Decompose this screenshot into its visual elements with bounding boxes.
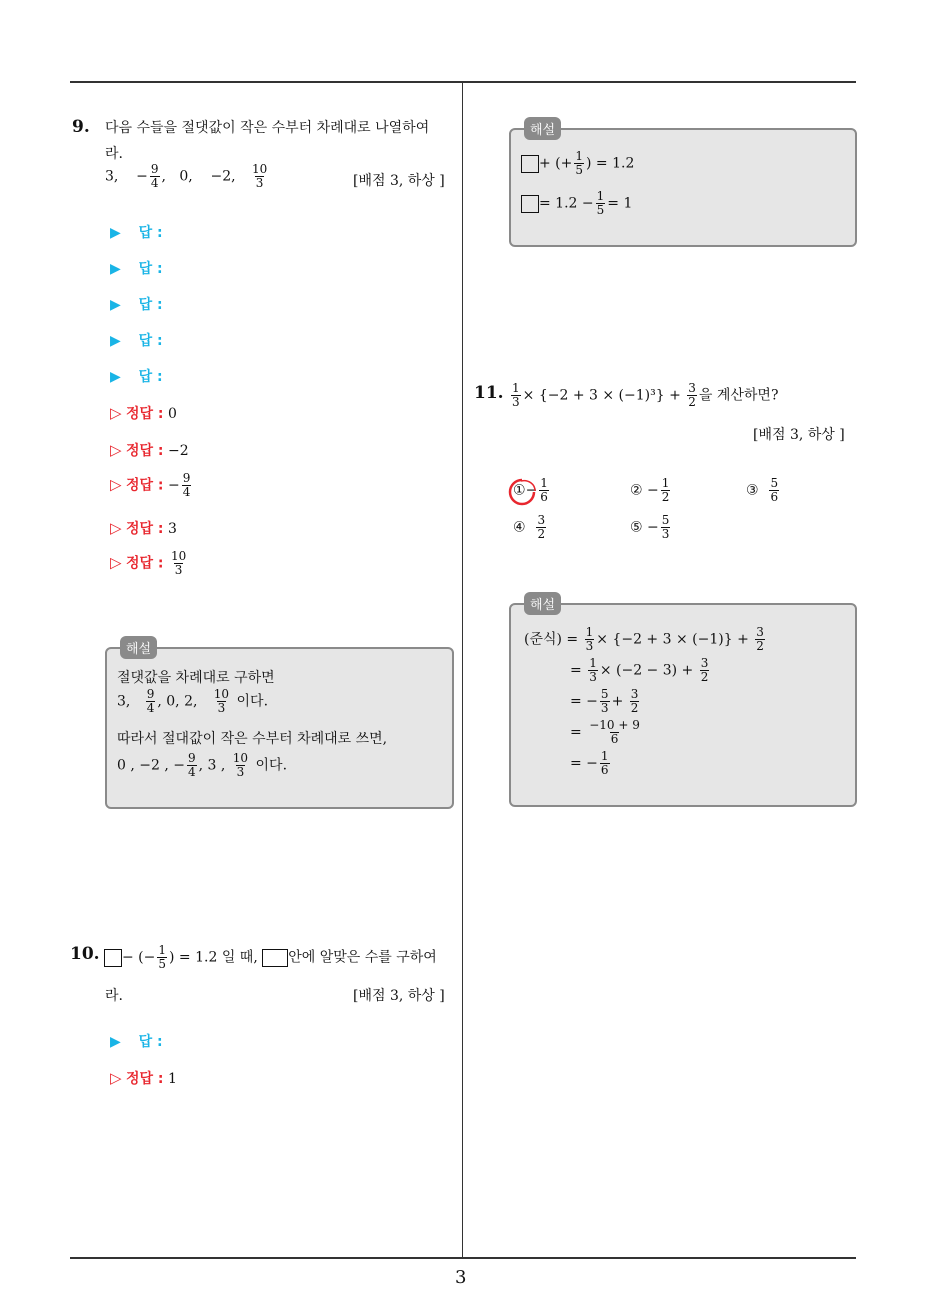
q9-answer-line-2[interactable] (110, 259, 163, 279)
choice-mark: ② (630, 482, 643, 499)
q11-score: [배점 3, 하상 ] (753, 427, 845, 443)
play-arrow-icon: ▶ (110, 369, 121, 385)
q9-correct-4: ▷ 정답 : 3 (110, 519, 177, 537)
q11-choice-1[interactable]: ①− $\frac{1}{6}$ (513, 476, 548, 504)
q9-answer-line-3[interactable] (110, 295, 163, 315)
q9-item-frac-10-3: $\frac{10}{3}$ (251, 162, 268, 190)
q10-explanation-box (509, 128, 857, 247)
q10-number: 10. (70, 944, 100, 964)
play-arrow-icon: ▶ (110, 225, 121, 241)
outline-arrow-icon: ▷ (110, 441, 122, 459)
q9-correct-1: ▷ 정답 : 0 (110, 404, 177, 422)
q11-sol-line4: = $\frac{-10 + 9}{6}$ (570, 718, 640, 746)
answer-label: 답 : (138, 297, 163, 313)
q9-correct-5: ▷ 정답 : $\frac{10}{3}$ (110, 549, 187, 577)
q9-item-minus: − (136, 168, 148, 185)
correct-label: 정답 : (126, 521, 164, 537)
correct-label: 정답 : (126, 443, 164, 459)
outline-arrow-icon: ▷ (110, 519, 122, 537)
q9-answer-line-4[interactable] (110, 331, 163, 351)
play-arrow-icon: ▶ (110, 1034, 121, 1050)
answer-label: 답 : (138, 225, 163, 241)
q9-answer-line-5[interactable] (110, 367, 163, 387)
outline-arrow-icon: ▷ (110, 404, 122, 422)
q9-items: 3, − $\frac{9}{4}$ , 0, −2, $\frac{10}{3}$ (105, 162, 268, 190)
q11-sol-line5: = − $\frac{1}{6}$ (570, 749, 609, 777)
q9-correct-3: ▷ 정답 : − $\frac{9}{4}$ (110, 471, 191, 499)
correct-label: 정답 : (126, 555, 164, 572)
choice-mark: ④ (513, 519, 526, 536)
q9-item-0: 0, (179, 168, 193, 185)
answer-label: 답 : (138, 369, 163, 385)
q9-exp-line3: 따라서 절대값이 작은 수부터 차례대로 쓰면, (117, 731, 388, 747)
correct-label: 정답 : (126, 477, 164, 494)
q9-answer-line-1[interactable] (110, 223, 163, 243)
q10-score: [배점 3, 하상 ] (353, 988, 445, 1004)
outline-arrow-icon: ▷ (110, 1069, 122, 1087)
q9-number: 9. (72, 117, 90, 137)
outline-arrow-icon: ▷ (110, 553, 122, 572)
q9-text-line2: 라. (105, 146, 123, 162)
q9-explanation-tag: 해설 (120, 636, 157, 659)
correct-label: 정답 : (126, 406, 164, 422)
q11-choice-5[interactable]: ⑤ − $\frac{5}{3}$ (630, 513, 670, 541)
q11-sol-line1: (준식) = $\frac{1}{3}$ × {−2 + 3 × (−1)} + $\frac{3}{2}$ (524, 625, 764, 653)
blank-box (262, 949, 288, 967)
q9-correct-2: ▷ 정답 : −2 (110, 441, 189, 459)
answer-label: 답 : (138, 261, 163, 277)
q9-item-frac-9-4: $\frac{9}{4}$ (150, 162, 159, 190)
top-rule (70, 81, 856, 83)
q9-item-3: 3, (105, 168, 119, 185)
blank-box (104, 949, 122, 967)
play-arrow-icon: ▶ (110, 333, 121, 349)
q11-text: $\frac{1}{3}$ × {−2 + 3 × (−1)³} + $\frac{3}{2}$ 을 계산하면? (512, 381, 779, 409)
q9-text-line1: 다음 수들을 절댓값이 작은 수부터 차례대로 나열하여 (105, 120, 430, 136)
q9-exp-line2: 3, $\frac{9}{4}$ , 0, 2, $\frac{10}{3}$ 이다. (117, 687, 269, 715)
correct-label: 정답 : (126, 1071, 164, 1087)
answer-label: 답 : (138, 333, 163, 349)
answer-label: 답 : (138, 1034, 163, 1050)
q10-answer-line[interactable] (110, 1032, 163, 1052)
q11-sol-line2: = $\frac{1}{3}$ × (−2 − 3) + $\frac{3}{2}$ (570, 656, 709, 684)
q11-choice-3[interactable]: ③ $\frac{5}{6}$ (746, 476, 779, 504)
blank-box (521, 195, 539, 213)
page-number: 3 (455, 1267, 467, 1288)
q11-sol-line3: = − $\frac{5}{3}$ + $\frac{3}{2}$ (570, 687, 639, 715)
blank-box (521, 155, 539, 173)
q10-exp-line2: = 1.2 − $\frac{1}{5}$ = 1 (521, 190, 632, 217)
column-divider (462, 83, 463, 1258)
q10-explanation-tag: 해설 (524, 117, 561, 140)
outline-arrow-icon: ▷ (110, 475, 122, 494)
q11-explanation-tag: 해설 (524, 592, 561, 615)
q11-choice-2[interactable]: ② − $\frac{1}{2}$ (630, 476, 670, 504)
choice-mark: ⑤ (630, 519, 643, 536)
selected-circle-icon (507, 477, 537, 507)
q10-text-line2: 라. (105, 988, 123, 1004)
q9-exp-line4: 0 , −2 , − $\frac{9}{4}$ , 3 , $\frac{10}{3}$ 이다. (117, 751, 288, 779)
q9-score: [배점 3, 하상 ] (353, 173, 445, 189)
choice-mark: ③ (746, 482, 759, 499)
play-arrow-icon: ▶ (110, 297, 121, 313)
q10-text-line1: − (− $\frac{1}{5}$ ) = 1.2 일 때, 안에 알맞은 수를 구하여 (104, 944, 437, 971)
choice-mark: ① (513, 482, 526, 499)
q10-correct: ▷ 정답 : 1 (110, 1069, 177, 1087)
q9-exp-line1: 절댓값을 차례대로 구하면 (117, 670, 275, 686)
q11-number: 11. (474, 383, 504, 403)
q10-exp-line1: + (+ $\frac{1}{5}$ ) = 1.2 (521, 150, 634, 177)
play-arrow-icon: ▶ (110, 261, 121, 277)
q9-item-neg2: −2, (210, 168, 236, 185)
bottom-rule (70, 1257, 856, 1259)
q11-choice-4[interactable]: ④ $\frac{3}{2}$ (513, 513, 546, 541)
